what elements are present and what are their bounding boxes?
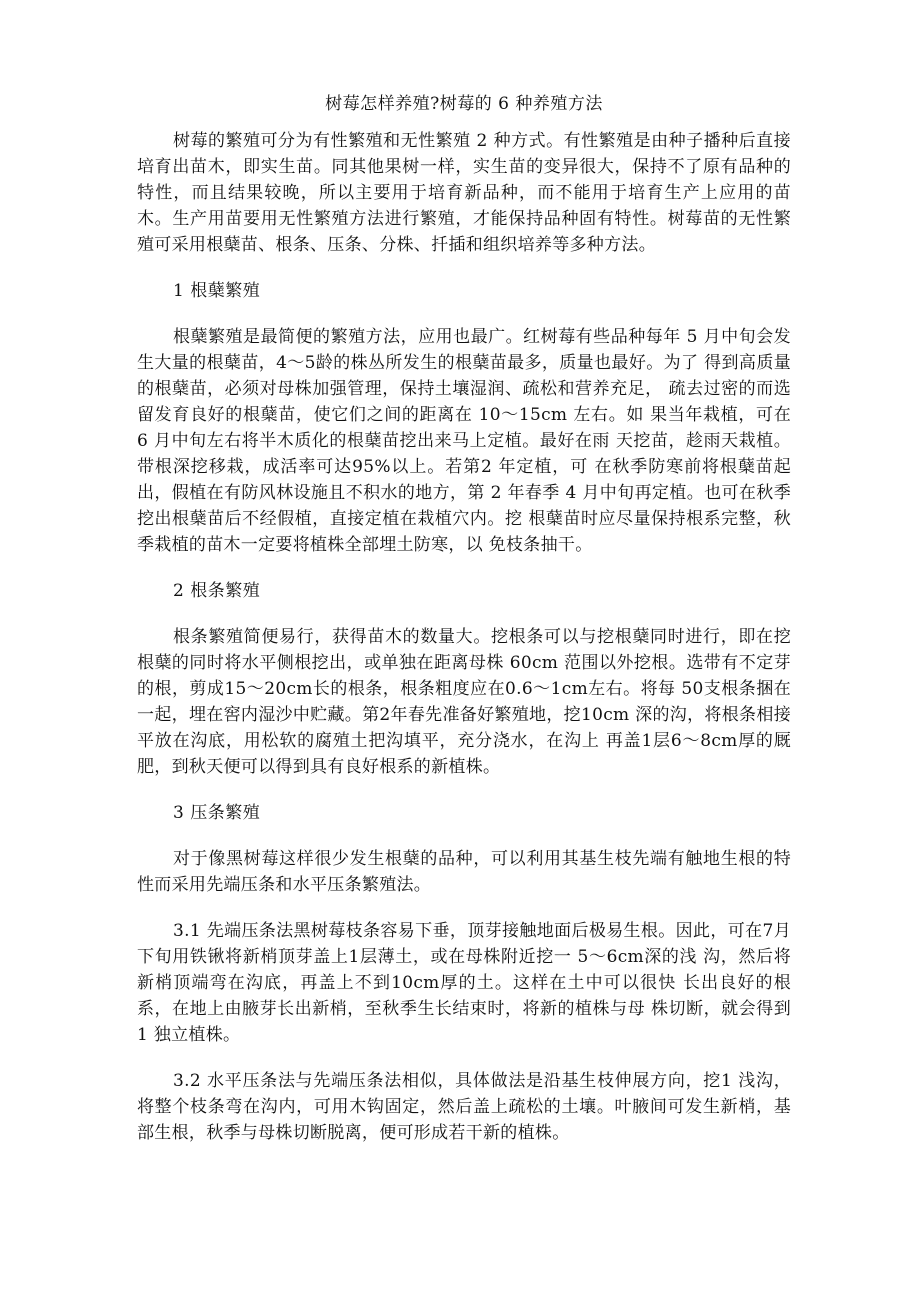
section-paragraph-layering-intro: 对于像黑树莓这样很少发生根蘖的品种，可以利用其基生枝先端有触地生根的特性而采用先端压条和水平压条繁殖法。	[137, 849, 791, 895]
section-paragraph-root-sucker: 根蘖繁殖是最简便的繁殖方法，应用也最广。红树莓有些品种每年 5 月中旬会发生大量的根蘖苗，4～5龄的株丛所发生的根蘖苗最多，质量也最好。为了 得到高质量的根蘖苗，必须对母株加强管理，保持土壤湿润、疏松和营养充足， 疏去过密的而选留发育良好的根蘖苗，使它们之间的距离在 10～15cm 左右。如 果当年栽植，可在 6 月中旬左右将半木质化的根蘖苗挖出来马上定植。最好在雨 天挖苗，趁雨天栽植。带根深挖移栽，成活率可达95%以上。若第2 年定植，可 在秋季防寒前将根蘖苗起出，假植在有防风林设施且不积水的地方，第 2 年春季 4 月中旬再定植。也可在秋季挖出根蘖苗后不经假植，直接定植在栽植穴内。挖 根蘖苗时应尽量保持根系完整，秋季栽植的苗木一定要将植株全部埋土防寒，以 免枝条抽干。	[137, 327, 791, 555]
section-paragraph-horizontal-layering: 3.2 水平压条法与先端压条法相似，具体做法是沿基生枝伸展方向，挖1 浅沟，将整个枝条弯在沟内，可用木钩固定，然后盖上疏松的土壤。叶腋间可发生新梢，基部生根，秋季与母株切断脱离，便可形成若干新的植株。	[137, 1071, 791, 1143]
section-heading-root-sucker: 1 根蘖繁殖	[173, 281, 261, 301]
document-title: 树莓怎样养殖?树莓的 6 种养殖方法	[325, 94, 603, 114]
section-heading-layering: 3 压条繁殖	[173, 803, 261, 823]
document-page	[137, 92, 791, 1166]
section-paragraph-tip-layering: 3.1 先端压条法黑树莓枝条容易下垂，顶芽接触地面后极易生根。因此，可在7月下旬用铁锹将新梢顶芽盖上1层薄土，或在母株附近挖一 5～6cm深的浅 沟，然后将新梢顶端弯在沟底，再盖上不到10cm厚的土。这样在土中可以很快 长出良好的根系，在地上由腋芽长出新梢，至秋季生长结束时，将新的植株与母 株切断，就会得到 1 独立植株。	[137, 921, 791, 1045]
intro-paragraph: 树莓的繁殖可分为有性繁殖和无性繁殖 2 种方式。有性繁殖是由种子播种后直接培育出苗木，即实生苗。同其他果树一样，实生苗的变异很大，保持不了原有品种的特性，而且结果较晚，所以主要用于培育新品种，而不能用于培育生产上应用的苗木。生产用苗要用无性繁殖方法进行繁殖，才能保持品种固有特性。树莓苗的无性繁殖可采用根蘖苗、根条、压条、分株、扦插和组织培养等多种方法。	[137, 131, 791, 255]
section-heading-root-cutting: 2 根条繁殖	[173, 581, 261, 601]
section-paragraph-root-cutting: 根条繁殖简便易行，获得苗木的数量大。挖根条可以与挖根蘖同时进行，即在挖根蘖的同时将水平侧根挖出，或单独在距离母株 60cm 范围以外挖根。选带有不定芽的根，剪成15～20cm长的根条，根条粗度应在0.6～1cm左右。将每 50支根条捆在一起，埋在窖内湿沙中贮藏。第2年春先准备好繁殖地，挖10cm 深的沟，将根条相接平放在沟底，用松软的腐殖土把沟填平，充分浇水，在沟上 再盖1层6～8cm厚的厩肥，到秋天便可以得到具有良好根系的新植株。	[137, 627, 791, 777]
